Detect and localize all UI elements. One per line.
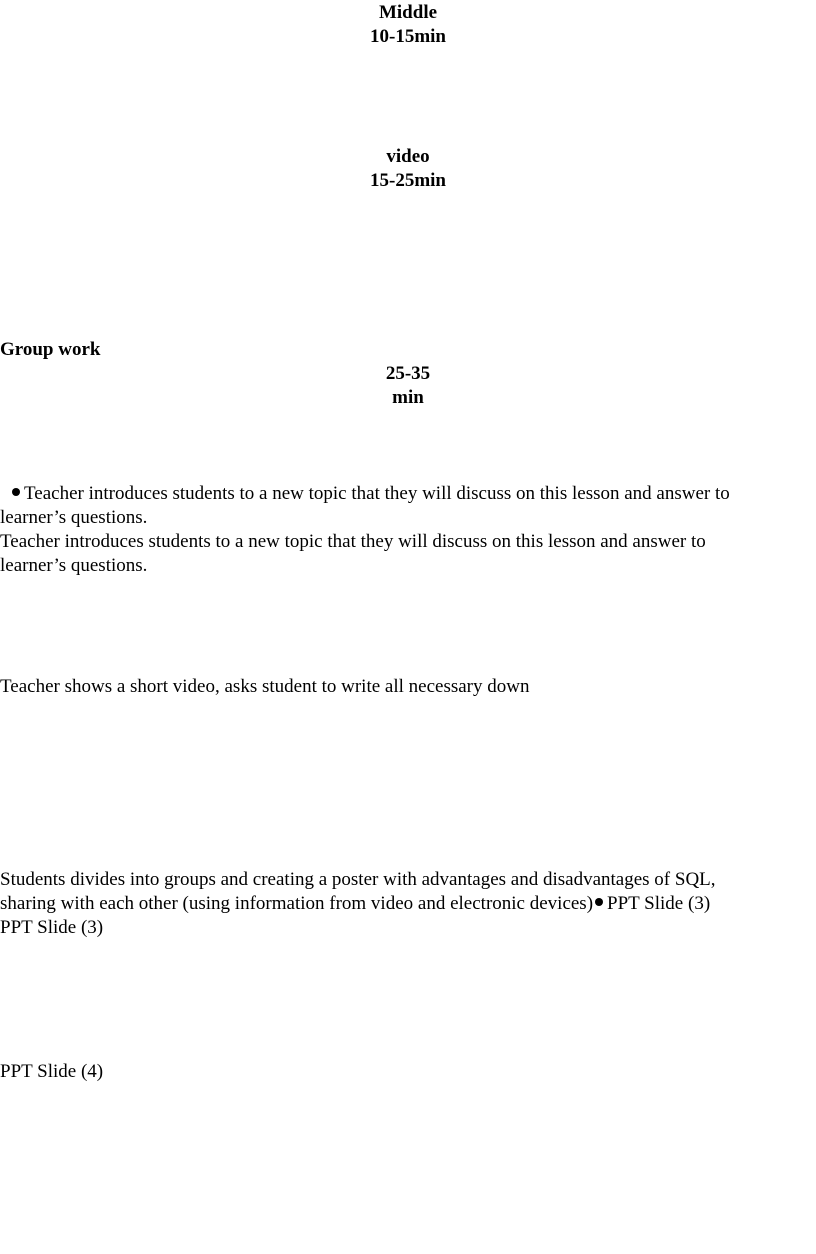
stage-video-time: 15-25min [370, 170, 446, 191]
video-task-text: Teacher shows a short video, asks student to write all necessary down [0, 676, 530, 697]
bullet-icon [12, 488, 20, 496]
stage-middle-time: 10-15min [370, 26, 446, 47]
bullet-icon [595, 898, 603, 906]
group-task-line2 [0, 892, 816, 916]
intro-bullet-text: Teacher introduces students to a new topic that they will discuss on this lesson and answer to [24, 483, 730, 504]
intro-repeat-line: Teacher introduces students to a new topic that they will discuss on this lesson and answer to [0, 531, 706, 552]
stage-video [0, 145, 816, 193]
intro-bullet-line [0, 482, 816, 506]
intro-repeat-line-cont: learner’s questions. [0, 555, 148, 576]
slide4-ref: PPT Slide (4) [0, 1061, 104, 1082]
group-work-time-unit: min [392, 387, 424, 408]
group-task-line1: Students divides into groups and creating a poster with advantages and disadvantages of SQL, [0, 869, 716, 890]
intro-paragraph [0, 482, 816, 578]
stage-middle-title: Middle [378, 2, 438, 23]
group-work-title: Group work [0, 339, 101, 360]
group-task-line2-text: sharing with each other (using information from video and electronic devices) [0, 893, 594, 914]
intro-bullet-text-cont: learner’s questions. [0, 507, 148, 528]
group-work-time-value: 25-35 [385, 363, 431, 384]
group-task-paragraph [0, 868, 816, 940]
stage-video-title: video [386, 146, 430, 167]
stage-middle [0, 1, 816, 49]
slide3-ref: PPT Slide (3) [0, 917, 104, 938]
group-work-time [0, 362, 816, 410]
slide3-inline-ref: PPT Slide (3) [607, 893, 711, 914]
